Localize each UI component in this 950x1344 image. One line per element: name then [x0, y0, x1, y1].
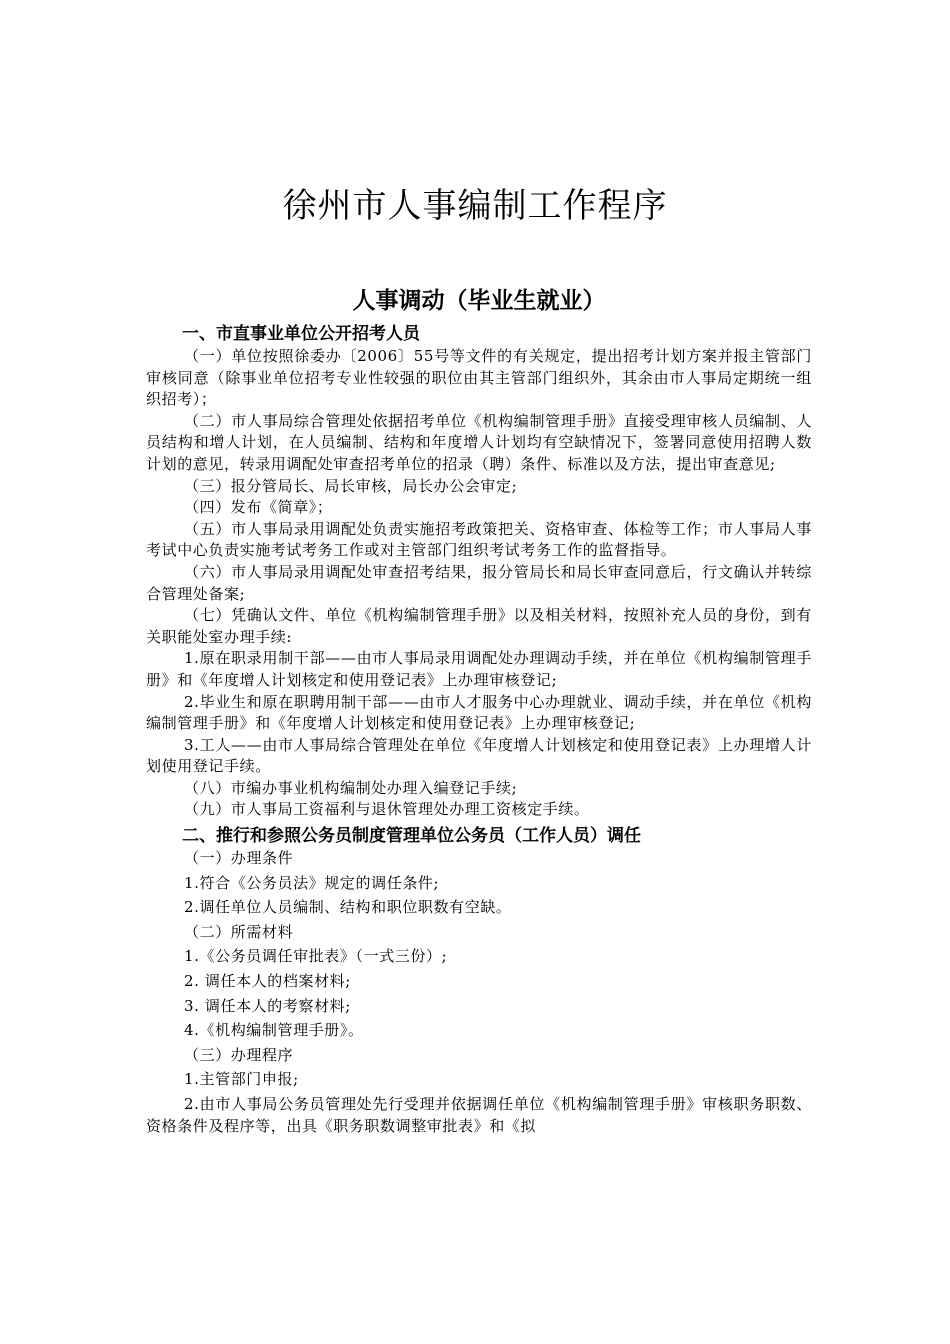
paragraph: （一）办理条件 — [184, 849, 294, 868]
paragraph: 4.《机构编制管理手册》。 — [184, 1021, 364, 1040]
paragraph: 2.由市人事局公务员管理处先行受理并依据调任单位《机构编制管理手册》审核职务职数、资格条件及程序等，出具《职务职数调整审批表》和《拟 — [146, 1095, 812, 1135]
paragraph: 1.符合《公务员法》规定的调任条件; — [184, 873, 440, 892]
paragraph: 2.毕业生和原在职聘用制干部——由市人才服务中心办理就业、调动手续，并在单位《机构编制管理手册》和《年度增人计划核定和使用登记表》上办理审核登记; — [146, 692, 812, 733]
paragraph: （二）所需材料 — [184, 922, 294, 941]
paragraph: （九）市人事局工资福利与退休管理处办理工资核定手续。 — [184, 800, 590, 819]
paragraph: （五）市人事局录用调配处负责实施招考政策把关、资格审查、体检等工作；市人事局人事考试中心负责实施考试考务工作或对主管部门组织考试考务工作的监督指导。 — [146, 519, 812, 560]
paragraph: 3.工人——由市人事局综合管理处在单位《年度增人计划核定和使用登记表》上办理增人计划使用登记手续。 — [146, 735, 812, 776]
section-heading-2: 二、推行和参照公务员制度管理单位公务员（工作人员）调任 — [182, 826, 641, 847]
paragraph: （四）发布《简章》； — [184, 498, 333, 517]
paragraph: （七）凭确认文件、单位《机构编制管理手册》以及相关材料，按照补充人员的身份，到有关职能处室办理手续: — [146, 606, 812, 646]
document-body — [146, 284, 812, 1137]
paragraph: （六）市人事局录用调配处审查招考结果，报分管局长和局长审查同意后，行文确认并转综合管理处备案; — [146, 562, 812, 603]
paragraph: 3. 调任本人的考察材料; — [184, 996, 351, 1015]
paragraph: （一）单位按照徐委办〔2006〕55号等文件的有关规定，提出招考计划方案并报主管部门审核同意（除事业单位招考专业性较强的职位由其主管部门组织外，其余由市人事局定期统一组织招考）； — [146, 347, 812, 409]
document-subtitle: 人事调动（毕业生就业） — [352, 288, 606, 314]
paragraph: （三）报分管局长、局长审核，局长办公会审定; — [184, 476, 518, 495]
section-heading-1: 一、市直事业单位公开招考人员 — [182, 324, 420, 344]
paragraph: 1.原在职录用制干部——由市人事局录用调配处办理调动手续，并在单位《机构编制管理手册》和《年度增人计划核定和使用登记表》上办理审核登记; — [146, 649, 812, 689]
document-title: 徐州市人事编制工作程序 — [282, 186, 668, 226]
paragraph: 1.主管部门申报; — [184, 1070, 299, 1089]
paragraph: 2. 调任本人的档案材料; — [184, 972, 351, 991]
paragraph: （三）办理程序 — [184, 1045, 294, 1064]
paragraph: 2.调任单位人员编制、结构和职位职数有空缺。 — [184, 898, 512, 917]
paragraph: （二）市人事局综合管理处依据招考单位《机构编制管理手册》直接受理审核人员编制、人员结构和增人计划，在人员编制、结构和年度增人计划均有空缺情况下，签署同意使用招聘人数计划的意见，转录用调配处审查招考单位的招录（聘）条件、标准以及方法，提出审查意见; — [146, 411, 812, 473]
paragraph: （八）市编办事业机构编制处办理入编登记手续; — [184, 778, 518, 797]
paragraph: 1.《公务员调任审批表》（一式三份）; — [184, 947, 448, 966]
